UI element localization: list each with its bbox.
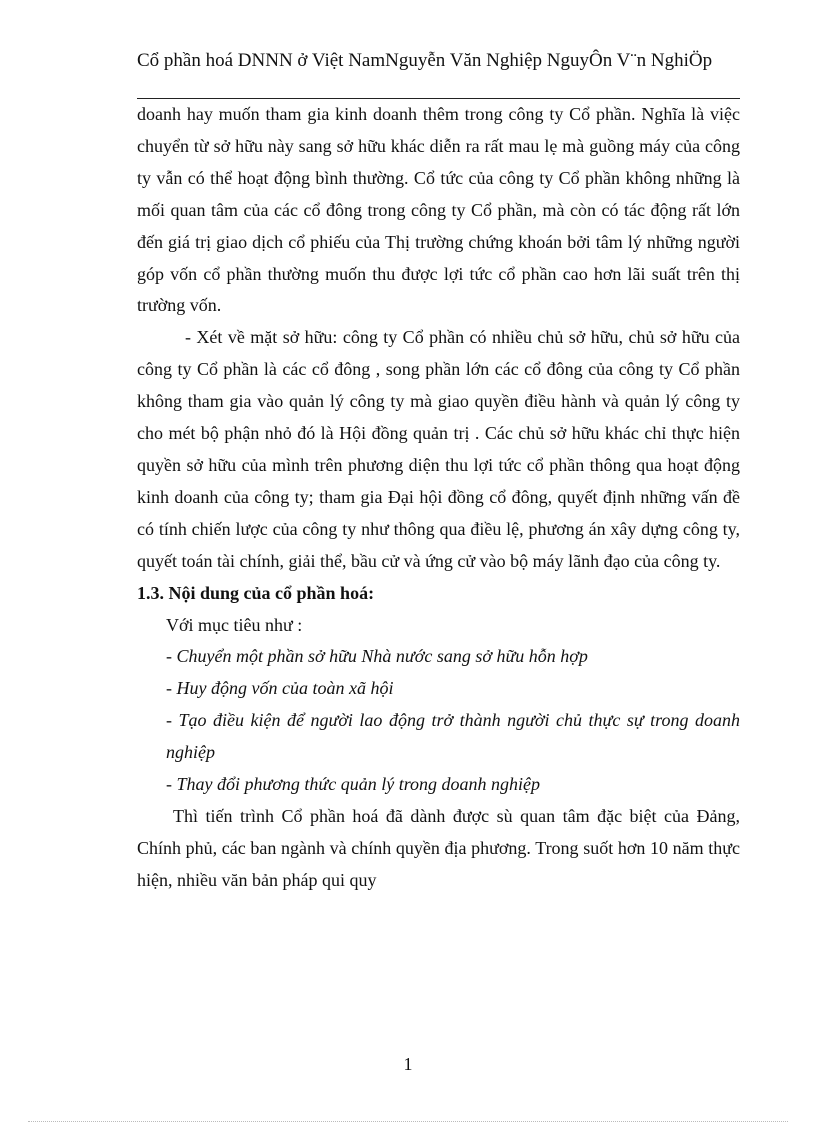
page-bottom-border	[28, 1121, 788, 1122]
objective-item: - Thay đổi phương thức quản lý trong doanh nghiệp	[166, 774, 541, 795]
objective-item: - Tạo điều kiện để người lao động trở thành người chủ thực sự trong doanh nghiệp	[166, 710, 740, 763]
running-header: Cổ phần hoá DNNN ở Việt NamNguyễn Văn Nghiệp NguyÔn V¨n NghiÖp	[137, 50, 713, 71]
paragraph-ownership: - Xét về mặt sở hữu: công ty Cổ phần có nhiều chủ sở hữu, chủ sở hữu của công ty Cổ phần là các cổ đông , song phần lớn các cổ đông của công ty Cổ phần không tham gia vào quản lý công ty mà giao quyền điều hành và quản lý công ty cho mét bộ phận nhỏ đó là Hội đồng quản trị . Các chủ sở hữu khác chỉ thực hiện quyền sở hữu của mình trên phương diện thu lợi tức cổ phần thông qua hoạt động kinh doanh của công ty; tham gia Đại hội đồng cổ đông, quyết định những vấn đề có tính chiến lược của công ty như thông qua điều lệ, phương án xây dựng công ty, quyết toán tài chính, giải thể, bầu cử và ứng cử vào bộ máy lãnh đạo của công ty.	[137, 327, 740, 571]
document-body	[137, 99, 740, 897]
paragraph-process: Thì tiến trình Cổ phần hoá đã dành được sù quan tâm đặc biệt của Đảng, Chính phủ, các ban ngành và chính quyền địa phương. Trong suốt hơn 10 năm thực hiện, nhiều văn bản pháp qui quy	[137, 805, 740, 890]
objective-item: - Chuyển một phần sở hữu Nhà nước sang sở hữu hỗn hợp	[166, 646, 588, 667]
paragraph-continuation: doanh hay muốn tham gia kinh doanh thêm trong công ty Cổ phần. Nghĩa là việc chuyển từ sở hữu này sang sở hữu khác diễn ra rất mau lẹ mà guồng máy của công ty vẫn có thể hoạt động bình thường. Cổ tức của công ty Cổ phần không những là mối quan tâm của các cổ đông trong công ty Cổ phần, mà còn có tác động rất lớn đến giá trị giao dịch cổ phiếu của Thị trường chứng khoán bởi tâm lý những người góp vốn cổ phần thường muốn thu được lợi tức cổ phần cao hơn lãi suất trên thị trường vốn.	[137, 104, 740, 316]
objective-item: - Huy động vốn của toàn xã hội	[166, 678, 394, 699]
objectives-intro: Với mục tiêu như :	[166, 614, 303, 635]
section-heading: 1.3. Nội dung của cổ phần hoá:	[137, 582, 375, 603]
page-number: 1	[403, 1054, 413, 1074]
